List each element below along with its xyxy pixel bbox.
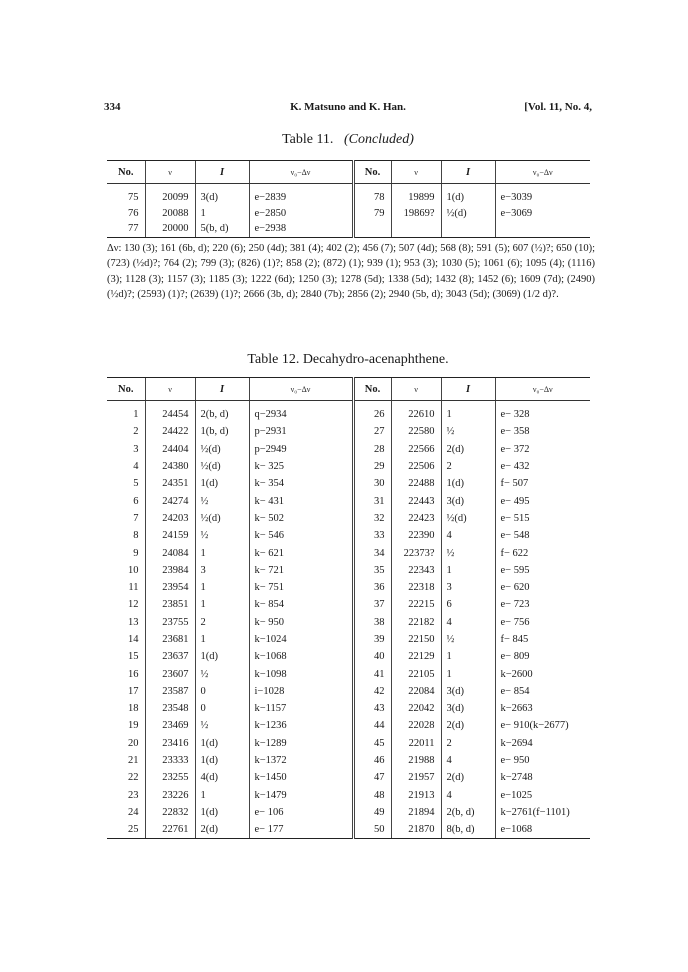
intensity-cell: 1 <box>195 206 249 222</box>
wavenumber-cell: 22580 <box>391 423 441 440</box>
line-number-cell: 30 <box>353 475 391 492</box>
raman-shift-cell: k−1157 <box>249 700 353 717</box>
wavenumber-cell: 22028 <box>391 717 441 734</box>
line-number-cell: 77 <box>107 221 145 237</box>
line-number-cell: 40 <box>353 648 391 665</box>
table-row <box>107 665 590 682</box>
wavenumber-cell: 22105 <box>391 665 441 682</box>
line-number-cell: 25 <box>107 821 145 839</box>
line-number-cell: 41 <box>353 665 391 682</box>
col-header-nu: ν <box>145 161 195 184</box>
raman-shift-cell: k−1479 <box>249 787 353 804</box>
wavenumber-cell: 22443 <box>391 492 441 509</box>
line-number-cell: 24 <box>128 806 139 818</box>
raman-shift-cell: k−1098 <box>249 665 353 682</box>
line-number-cell: 49 <box>353 804 391 821</box>
line-number-cell: 33 <box>353 527 391 544</box>
wavenumber-cell: 22343 <box>391 562 441 579</box>
table-row <box>107 510 590 527</box>
col-header-shift: ν₀−Δν <box>495 378 590 401</box>
table-row <box>107 769 590 786</box>
col-header-shift: ν₀−Δν <box>249 161 353 184</box>
wavenumber-cell: 21913 <box>391 787 441 804</box>
intensity-cell: 1 <box>195 631 249 648</box>
wavenumber-cell: 21894 <box>391 804 441 821</box>
col-header-intensity: I <box>441 378 495 401</box>
raman-shift-cell: k− 751 <box>249 579 353 596</box>
raman-shift-cell: k−2600 <box>495 665 590 682</box>
col-header-no: No. <box>353 161 391 184</box>
wavenumber-cell: 24404 <box>145 441 195 458</box>
intensity-cell: 5(b, d) <box>195 221 249 237</box>
intensity-cell: 1(d) <box>195 752 249 769</box>
raman-shift-cell: k−2748 <box>495 769 590 786</box>
intensity-cell: 4 <box>441 527 495 544</box>
intensity-cell: ½ <box>441 631 495 648</box>
line-number-cell: 1 <box>133 409 139 421</box>
line-number-cell: 7 <box>133 512 139 524</box>
line-number-cell: 23 <box>128 789 139 801</box>
intensity-cell: 2 <box>441 458 495 475</box>
table-11 <box>107 160 590 238</box>
wavenumber-cell: 22215 <box>391 596 441 613</box>
wavenumber-cell: 22761 <box>145 821 195 839</box>
raman-shift-cell: e− 950 <box>495 752 590 769</box>
intensity-cell: ½ <box>195 717 249 734</box>
wavenumber-cell: 23954 <box>145 579 195 596</box>
intensity-cell: 2(d) <box>441 769 495 786</box>
intensity-cell: 8(b, d) <box>441 821 495 839</box>
wavenumber-cell: 24454 <box>145 401 195 424</box>
intensity-cell: 2(b, d) <box>195 401 249 424</box>
wavenumber-cell: 23681 <box>145 631 195 648</box>
table-row <box>107 717 590 734</box>
delta-nu-list: Δν: 130 (3); 161 (6b, d); 220 (6); 250 (4d); 381 (4); 402 (2); 456 (7); 507 (4d); 568 (8); 591 (5); 607 (½)?; 650 (10); (723) (½d)?; 764 (2); 799 (3); (826) (1)?; 858 (2); (872) (1); 939 (1); 953 (3); 1030 (5); 1061 (6); 1095 (4); (1116) (3); 1128 (3); 1157 (3); 1185 (3); 1222 (6d); 1250 (3); 1278 (5d); 1338 (5d); 1432 (8); 1452 (6); 1609 (7d); (2490) (½d)?; (2593) (1)?; (2639) (1)?; 2666 (3b, d); 2840 (7b); 2856 (2); 2940 (5b, d); 3043 (5d); (3069) (1/2 d)?. <box>107 243 595 301</box>
table-11-body <box>107 184 590 238</box>
wavenumber-cell: 21957 <box>391 769 441 786</box>
intensity-cell: 1 <box>195 596 249 613</box>
line-number-cell: 50 <box>353 821 391 839</box>
line-number-cell: 43 <box>353 700 391 717</box>
intensity-cell: 1(d) <box>195 475 249 492</box>
table-row <box>107 804 590 821</box>
table-row <box>107 401 590 424</box>
line-number-cell: 42 <box>353 683 391 700</box>
col-header-shift: ν₀−Δν <box>249 378 353 401</box>
intensity-cell: 1 <box>195 579 249 596</box>
raman-shift-cell: e− 177 <box>249 821 353 839</box>
wavenumber-cell: 24380 <box>145 458 195 475</box>
page-header <box>104 101 592 117</box>
wavenumber-cell: 21870 <box>391 821 441 839</box>
table-12-title: Table 12. Decahydro-acenaphthene. <box>247 352 449 367</box>
line-number-cell: 9 <box>133 547 139 559</box>
raman-shift-cell: k−1236 <box>249 717 353 734</box>
raman-shift-cell: k− 431 <box>249 492 353 509</box>
wavenumber-cell: 20088 <box>145 206 195 222</box>
intensity-cell: ½(d) <box>441 206 495 222</box>
raman-shift-cell: e− 854 <box>495 683 590 700</box>
wavenumber-cell: 24351 <box>145 475 195 492</box>
table-11-title <box>104 132 592 148</box>
line-number-cell: 29 <box>353 458 391 475</box>
line-number-cell: 8 <box>133 530 139 542</box>
line-number-cell: 27 <box>353 423 391 440</box>
raman-shift-cell: e− 106 <box>249 804 353 821</box>
table-row <box>107 700 590 717</box>
line-number-cell: 14 <box>128 634 139 645</box>
raman-shift-cell: k−1024 <box>249 631 353 648</box>
line-number-cell: 22 <box>128 772 139 784</box>
line-number-cell: 15 <box>128 651 139 663</box>
col-header-no: No. <box>107 378 145 401</box>
table-row <box>107 579 590 596</box>
raman-shift-cell: k−1372 <box>249 752 353 769</box>
table-row <box>107 631 590 648</box>
intensity-cell: 4 <box>441 787 495 804</box>
wavenumber-cell: 23637 <box>145 648 195 665</box>
wavenumber-cell: 22390 <box>391 527 441 544</box>
raman-shift-cell: k−1450 <box>249 769 353 786</box>
line-number-cell: 13 <box>128 616 139 628</box>
col-header-intensity: I <box>441 161 495 184</box>
raman-shift-cell: e− 372 <box>495 441 590 458</box>
intensity-cell: 3(d) <box>441 492 495 509</box>
raman-shift-cell: k− 721 <box>249 562 353 579</box>
intensity-cell: 2 <box>195 614 249 631</box>
raman-shift-cell: e− 756 <box>495 614 590 631</box>
line-number-cell: 38 <box>353 614 391 631</box>
table-row <box>107 787 590 804</box>
wavenumber-cell: 20099 <box>145 184 195 206</box>
raman-shift-cell: k− 546 <box>249 527 353 544</box>
wavenumber-cell: 22566 <box>391 441 441 458</box>
intensity-cell: 1 <box>195 544 249 561</box>
line-number-cell: 75 <box>128 192 139 204</box>
page-number: 334 <box>104 101 121 113</box>
wavenumber-cell: 23469 <box>145 717 195 734</box>
line-number-cell: 46 <box>353 752 391 769</box>
line-number-cell: 28 <box>353 441 391 458</box>
raman-shift-cell: k−1068 <box>249 648 353 665</box>
wavenumber-cell: 22129 <box>391 648 441 665</box>
line-number-cell: 20 <box>128 737 139 749</box>
intensity-cell: ½ <box>195 527 249 544</box>
line-number-cell: 35 <box>353 562 391 579</box>
line-number-cell: 44 <box>353 717 391 734</box>
intensity-cell: ½ <box>441 544 495 561</box>
wavenumber-cell: 23984 <box>145 562 195 579</box>
raman-shift-cell: e− 548 <box>495 527 590 544</box>
table-row <box>107 614 590 631</box>
line-number-cell: 5 <box>133 478 139 490</box>
intensity-cell: ½ <box>195 665 249 682</box>
intensity-cell: 3 <box>195 562 249 579</box>
table-row <box>107 752 590 769</box>
raman-shift-cell: i−1028 <box>249 683 353 700</box>
raman-shift-cell: e− 809 <box>495 648 590 665</box>
raman-shift-cell: k− 950 <box>249 614 353 631</box>
intensity-cell: 3(d) <box>441 700 495 717</box>
wavenumber-cell: 20000 <box>145 221 195 237</box>
raman-shift-cell <box>495 221 590 237</box>
raman-shift-cell: k− 621 <box>249 544 353 561</box>
table-row <box>107 821 590 839</box>
raman-shift-cell: k− 502 <box>249 510 353 527</box>
table-row <box>107 648 590 665</box>
line-number-cell: 17 <box>128 685 139 697</box>
wavenumber-cell: 22506 <box>391 458 441 475</box>
wavenumber-cell: 23333 <box>145 752 195 769</box>
intensity-cell: 1 <box>441 665 495 682</box>
raman-shift-cell: k−2663 <box>495 700 590 717</box>
intensity-cell: 2(b, d) <box>441 804 495 821</box>
raman-shift-cell: f− 845 <box>495 631 590 648</box>
table-row <box>107 206 590 222</box>
raman-shift-cell: e− 595 <box>495 562 590 579</box>
table-row <box>107 423 590 440</box>
line-number-cell: 6 <box>133 495 139 507</box>
wavenumber-cell: 19869? <box>391 206 441 222</box>
intensity-cell: 6 <box>441 596 495 613</box>
col-header-nu: ν <box>391 161 441 184</box>
table-11-title-prefix: Table 11. <box>282 132 334 147</box>
raman-shift-cell: k−2761(f−1101) <box>495 804 590 821</box>
raman-shift-cell: e−1025 <box>495 787 590 804</box>
line-number-cell: 18 <box>128 703 139 715</box>
wavenumber-cell: 24159 <box>145 527 195 544</box>
raman-shift-cell: k− 854 <box>249 596 353 613</box>
intensity-cell: ½(d) <box>195 458 249 475</box>
line-number-cell: 2 <box>133 426 139 438</box>
wavenumber-cell: 22423 <box>391 510 441 527</box>
raman-shift-cell: e−2850 <box>249 206 353 222</box>
intensity-cell: ½(d) <box>195 441 249 458</box>
line-number-cell: 4 <box>133 461 139 473</box>
table-row <box>107 184 590 206</box>
line-number-cell: 10 <box>128 564 139 576</box>
running-title-authors: K. Matsuno and K. Han. <box>290 101 406 113</box>
table-row <box>107 735 590 752</box>
intensity-cell: 3(d) <box>441 683 495 700</box>
line-number-cell: 11 <box>128 582 139 594</box>
intensity-cell: 2(d) <box>195 821 249 839</box>
table-row <box>107 221 590 237</box>
wavenumber-cell: 23255 <box>145 769 195 786</box>
table-11-header <box>107 161 590 184</box>
col-header-nu: ν <box>391 378 441 401</box>
intensity-cell: 4(d) <box>195 769 249 786</box>
line-number-cell: 36 <box>353 579 391 596</box>
raman-shift-cell: p−2931 <box>249 423 353 440</box>
intensity-cell: 1 <box>441 401 495 424</box>
table-row <box>107 527 590 544</box>
wavenumber-cell: 24274 <box>145 492 195 509</box>
raman-shift-cell: e−2938 <box>249 221 353 237</box>
raman-shift-cell: f− 622 <box>495 544 590 561</box>
table-row <box>107 492 590 509</box>
intensity-cell: 1(d) <box>441 475 495 492</box>
wavenumber-cell: 24422 <box>145 423 195 440</box>
table-row <box>107 441 590 458</box>
table-row <box>107 475 590 492</box>
line-number-cell: 26 <box>353 401 391 424</box>
intensity-cell: 1(b, d) <box>195 423 249 440</box>
intensity-cell: 3(d) <box>195 184 249 206</box>
wavenumber-cell: 22832 <box>145 804 195 821</box>
line-number-cell: 16 <box>128 668 139 680</box>
intensity-cell: 4 <box>441 614 495 631</box>
intensity-cell: ½ <box>441 423 495 440</box>
raman-shift-cell: e− 515 <box>495 510 590 527</box>
raman-shift-cell: e−3069 <box>495 206 590 222</box>
table-row <box>107 544 590 561</box>
table-row <box>107 596 590 613</box>
intensity-cell: 0 <box>195 700 249 717</box>
intensity-cell: 1 <box>441 648 495 665</box>
col-header-no: No. <box>107 161 145 184</box>
wavenumber-cell: 22318 <box>391 579 441 596</box>
wavenumber-cell: 23851 <box>145 596 195 613</box>
raman-shift-cell: e− 910(k−2677) <box>495 717 590 734</box>
wavenumber-cell: 22373? <box>391 544 441 561</box>
col-header-no: No. <box>353 378 391 401</box>
line-number-cell: 78 <box>353 184 391 206</box>
raman-shift-cell: e−2839 <box>249 184 353 206</box>
intensity-cell: 1(d) <box>195 648 249 665</box>
raman-shift-cell: k−2694 <box>495 735 590 752</box>
table-11-title-suffix: (Concluded) <box>343 132 414 147</box>
col-header-shift: ν₀−Δν <box>495 161 590 184</box>
col-header-nu: ν <box>145 378 195 401</box>
wavenumber-cell: 23587 <box>145 683 195 700</box>
raman-shift-cell: k−1289 <box>249 735 353 752</box>
intensity-cell: ½(d) <box>441 510 495 527</box>
line-number-cell: 3 <box>133 443 139 455</box>
line-number-cell: 39 <box>353 631 391 648</box>
intensity-cell: 1 <box>195 787 249 804</box>
wavenumber-cell: 21988 <box>391 752 441 769</box>
line-number-cell: 19 <box>128 720 139 732</box>
wavenumber-cell: 19899 <box>391 184 441 206</box>
raman-shift-cell: f− 507 <box>495 475 590 492</box>
raman-shift-cell: q−2934 <box>249 401 353 424</box>
line-number-cell: 76 <box>128 207 139 219</box>
wavenumber-cell: 22182 <box>391 614 441 631</box>
line-number-cell: 12 <box>128 599 139 611</box>
wavenumber-cell: 22150 <box>391 631 441 648</box>
intensity-cell: ½ <box>195 492 249 509</box>
intensity-cell: 2 <box>441 735 495 752</box>
table-12-header <box>107 378 590 401</box>
intensity-cell: 4 <box>441 752 495 769</box>
wavenumber-cell: 22610 <box>391 401 441 424</box>
raman-shift-cell: e− 495 <box>495 492 590 509</box>
intensity-cell: ½(d) <box>195 510 249 527</box>
raman-shift-cell: e− 620 <box>495 579 590 596</box>
line-number-cell: 79 <box>353 206 391 222</box>
line-number-cell: 47 <box>353 769 391 786</box>
wavenumber-cell: 24084 <box>145 544 195 561</box>
table-12-body <box>107 401 590 839</box>
intensity-cell: 2(d) <box>441 441 495 458</box>
line-number-cell: 37 <box>353 596 391 613</box>
line-number-cell: 31 <box>353 492 391 509</box>
wavenumber-cell <box>391 221 441 237</box>
wavenumber-cell: 23416 <box>145 735 195 752</box>
raman-shift-cell: p−2949 <box>249 441 353 458</box>
wavenumber-cell: 23755 <box>145 614 195 631</box>
intensity-cell: 1(d) <box>195 735 249 752</box>
table-12 <box>107 377 590 839</box>
raman-shift-cell: k− 325 <box>249 458 353 475</box>
wavenumber-cell: 23226 <box>145 787 195 804</box>
col-header-intensity: I <box>195 378 249 401</box>
wavenumber-cell: 22488 <box>391 475 441 492</box>
line-number-cell: 48 <box>353 787 391 804</box>
intensity-cell: 0 <box>195 683 249 700</box>
intensity-cell: 1 <box>441 562 495 579</box>
raman-shift-cell: e− 432 <box>495 458 590 475</box>
wavenumber-cell: 23607 <box>145 665 195 682</box>
raman-shift-cell: k− 354 <box>249 475 353 492</box>
raman-shift-cell: e−3039 <box>495 184 590 206</box>
intensity-cell: 2(d) <box>441 717 495 734</box>
line-number-cell <box>353 221 391 237</box>
intensity-cell <box>441 221 495 237</box>
col-header-intensity: I <box>195 161 249 184</box>
table-row <box>107 562 590 579</box>
raman-shift-cell: e−1068 <box>495 821 590 839</box>
line-number-cell: 32 <box>353 510 391 527</box>
wavenumber-cell: 23548 <box>145 700 195 717</box>
line-number-cell: 34 <box>353 544 391 561</box>
wavenumber-cell: 24203 <box>145 510 195 527</box>
table-row <box>107 683 590 700</box>
wavenumber-cell: 22011 <box>391 735 441 752</box>
raman-shift-cell: e− 358 <box>495 423 590 440</box>
intensity-cell: 1(d) <box>441 184 495 206</box>
wavenumber-cell: 22042 <box>391 700 441 717</box>
table-row <box>107 458 590 475</box>
line-number-cell: 21 <box>128 755 139 767</box>
wavenumber-cell: 22084 <box>391 683 441 700</box>
line-number-cell: 45 <box>353 735 391 752</box>
intensity-cell: 3 <box>441 579 495 596</box>
volume-info: [Vol. 11, No. 4, <box>524 101 592 113</box>
raman-shift-cell: e− 723 <box>495 596 590 613</box>
raman-shift-cell: e− 328 <box>495 401 590 424</box>
intensity-cell: 1(d) <box>195 804 249 821</box>
